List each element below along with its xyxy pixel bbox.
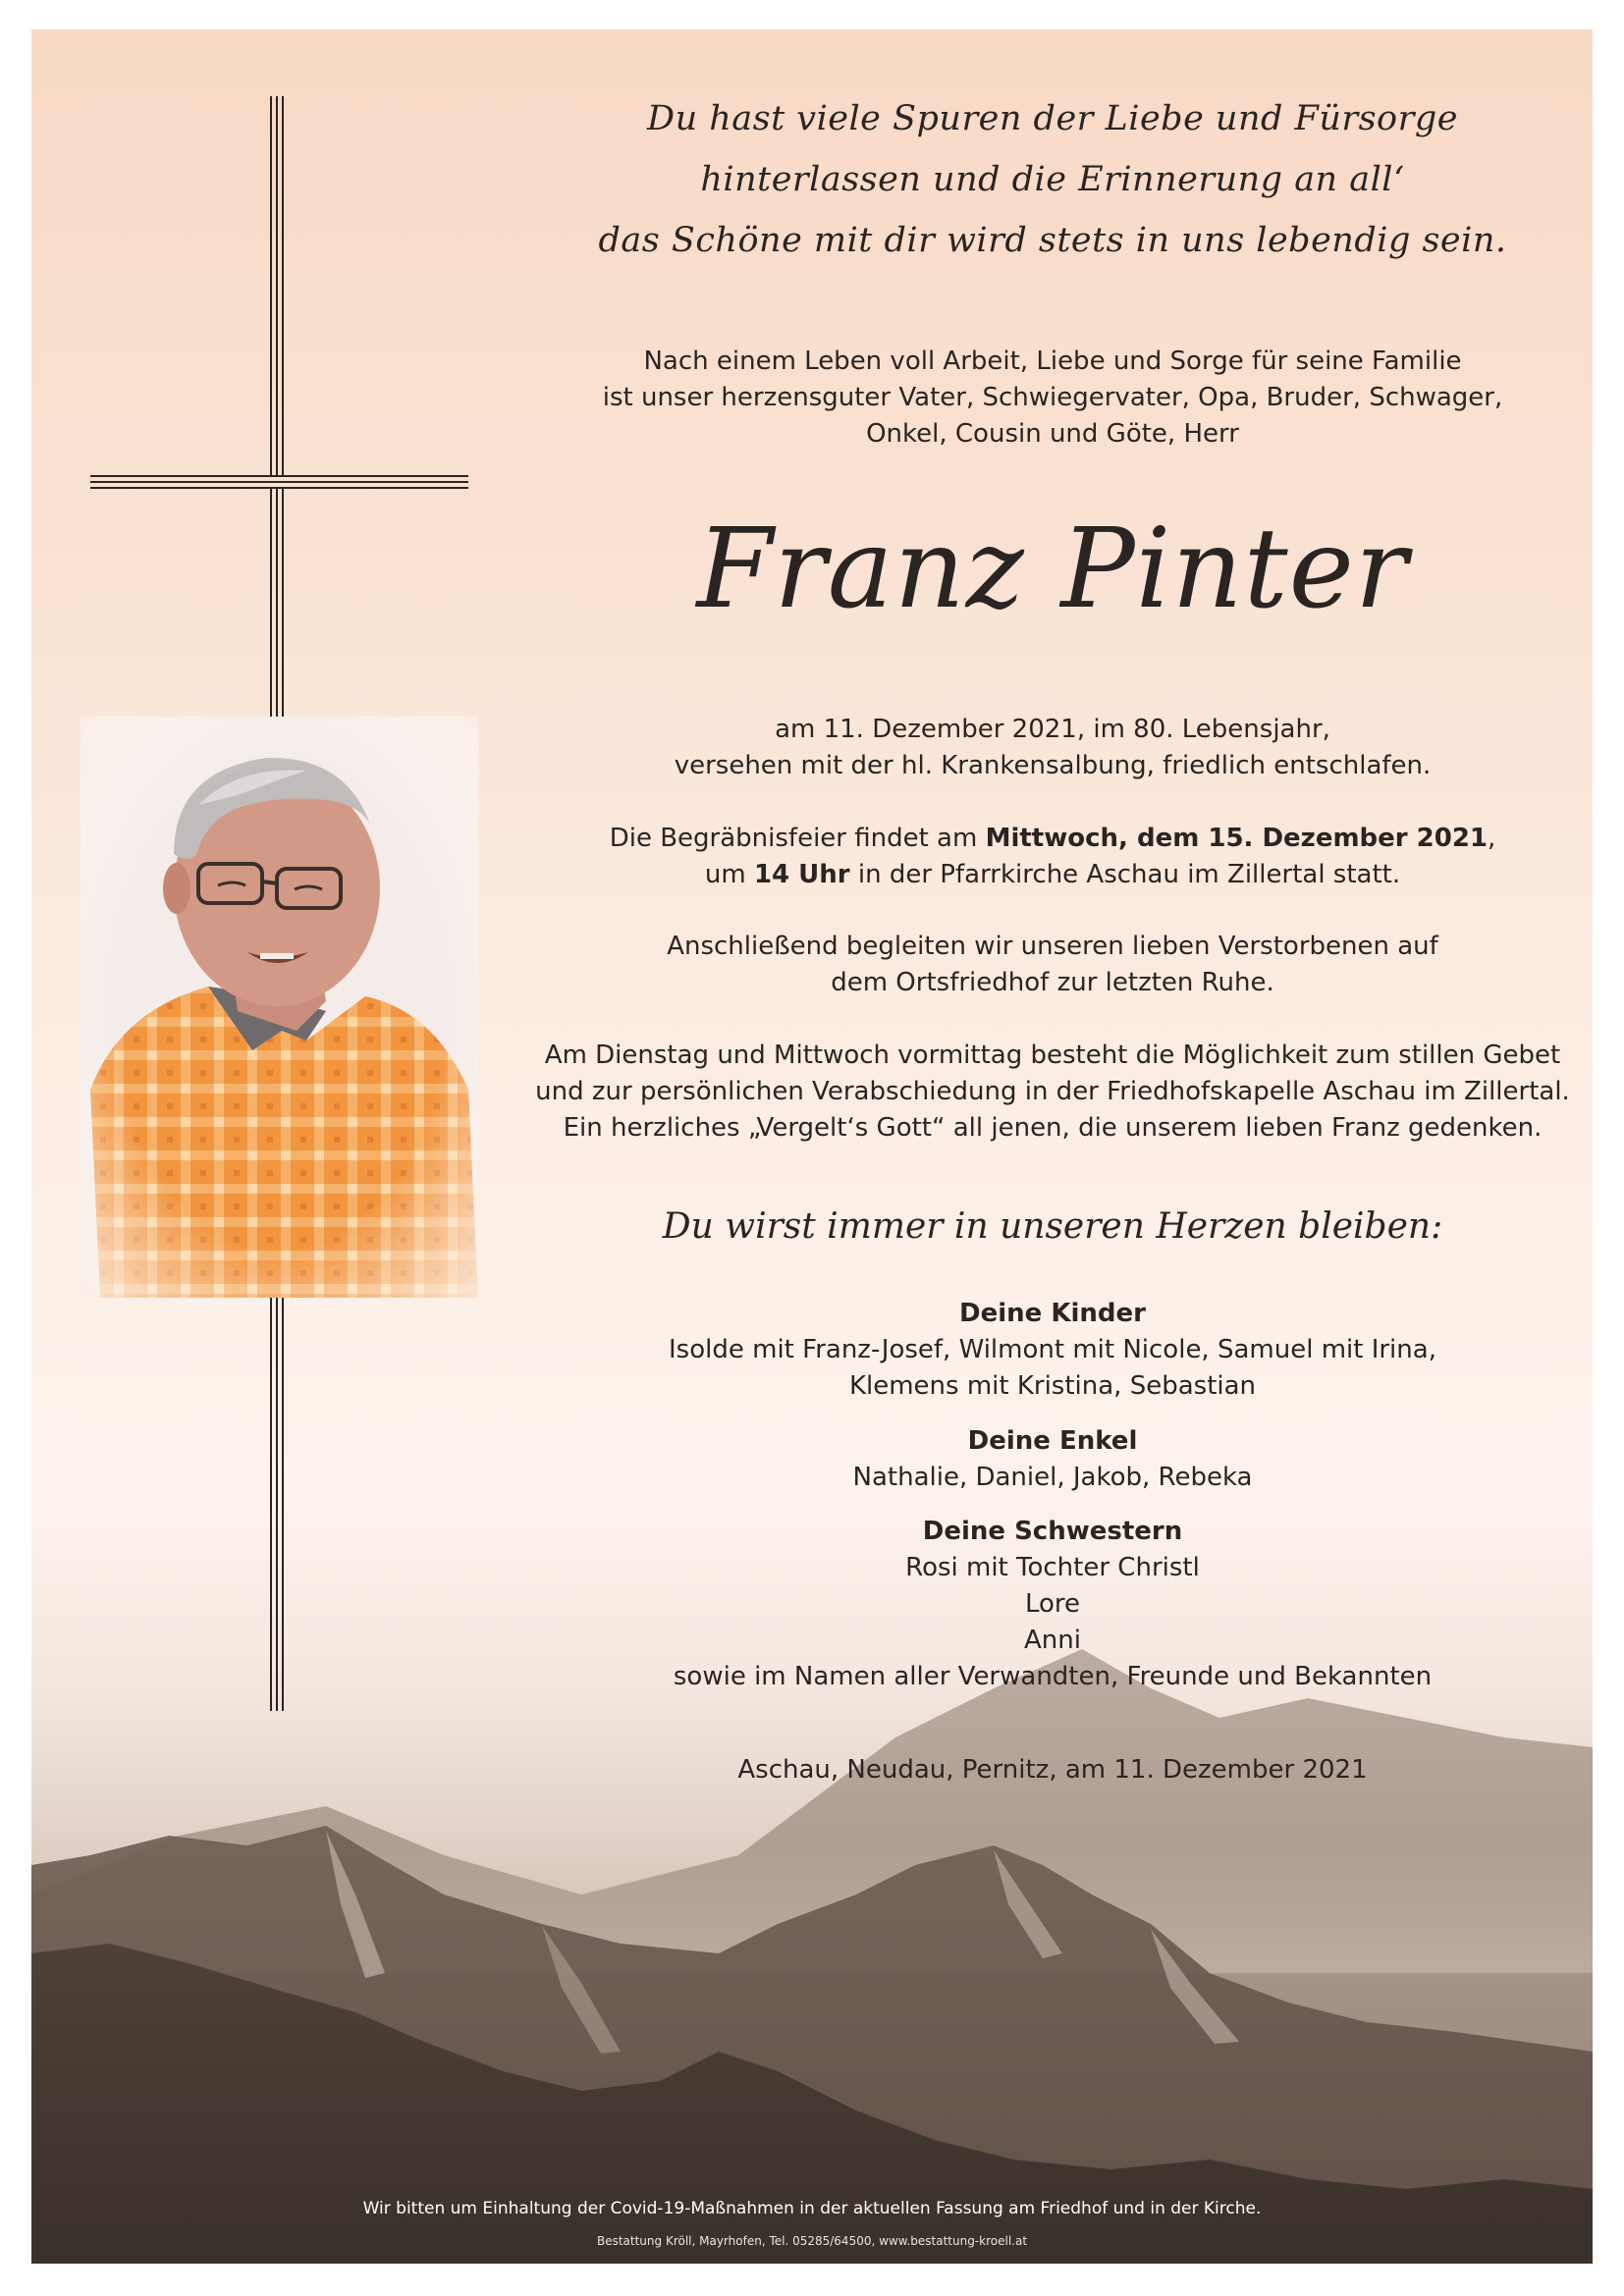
verse-line-2: hinterlassen und die Erinnerung an all‘ <box>700 160 1405 199</box>
grandchildren-line-1: Nathalie, Daniel, Jakob, Rebeka <box>852 1463 1253 1492</box>
children-line-1: Isolde mit Franz-Josef, Wilmont mit Nicole, Samuel mit Irina, <box>669 1335 1436 1364</box>
burial-line-2: dem Ortsfriedhof zur letzten Ruhe. <box>831 968 1274 997</box>
burial-info <box>522 929 1583 1001</box>
funeral-line2-pre: um <box>704 860 754 889</box>
sisters-heading: Deine Schwestern <box>922 1517 1183 1546</box>
intro-text <box>522 344 1583 453</box>
viewing-line-3: Ein herzliches „Vergelt‘s Gott“ all jenen, die unserem lieben Franz gedenken. <box>563 1113 1543 1143</box>
place-date: Aschau, Neudau, Pernitz, am 11. Dezember 2021 <box>737 1755 1368 1785</box>
funeral-pre: Die Begräbnisfeier findet am <box>609 824 986 853</box>
viewing-line-1: Am Dienstag und Mittwoch vormittag besteht die Möglichkeit zum stillen Gebet <box>544 1041 1561 1070</box>
sisters-line-3: Anni <box>1024 1626 1081 1655</box>
family-subheading: Du wirst immer in unseren Herzen bleiben: <box>662 1206 1443 1247</box>
sisters-block <box>522 1514 1583 1659</box>
cross-upper-beam <box>270 96 284 475</box>
grandchildren-heading: Deine Enkel <box>967 1426 1138 1456</box>
funeral-post: , <box>1488 824 1496 853</box>
children-line-2: Klemens mit Kristina, Sebastian <box>848 1371 1257 1401</box>
viewing-line-2: und zur persönlichen Verabschiedung in der Friedhofskapelle Aschau im Zillertal. <box>535 1077 1570 1106</box>
covid-notice: Wir bitten um Einhaltung der Covid-19-Maßnahmen in der aktuellen Fassung am Friedhof und in der Kirche. <box>362 2199 1262 2218</box>
obituary-card <box>31 29 1593 2264</box>
verse-line-3: das Schöne mit dir wird stets in uns lebendig sein. <box>598 221 1507 260</box>
closing-text: sowie im Namen aller Verwandten, Freunde und Bekannten <box>673 1662 1433 1691</box>
deceased-name: Franz Pinter <box>696 506 1409 633</box>
verse <box>522 88 1583 271</box>
intro-line-3: Onkel, Cousin und Göte, Herr <box>866 419 1239 449</box>
verse-line-1: Du hast viele Spuren der Liebe und Fürsorge <box>647 99 1458 138</box>
funeral-line-1 <box>522 821 1583 857</box>
cross-middle-beam <box>270 489 284 739</box>
sisters-line-1: Rosi mit Tochter Christl <box>905 1553 1200 1582</box>
intro-line-1: Nach einem Leben voll Arbeit, Liebe und Sorge für seine Familie <box>643 347 1462 376</box>
children-block <box>522 1296 1583 1405</box>
funeral-line2-post: in der Pfarrkirche Aschau im Zillertal statt. <box>849 860 1401 889</box>
sisters-line-2: Lore <box>1024 1589 1081 1619</box>
funeral-home-imprint: Bestattung Kröll, Mayrhofen, Tel. 05285/64500, www.bestattung-kroell.at <box>596 2234 1028 2248</box>
death-line-2: versehen mit der hl. Krankensalbung, friedlich entschlafen. <box>674 751 1432 780</box>
viewing-info <box>522 1038 1583 1147</box>
death-line-1: am 11. Dezember 2021, im 80. Lebensjahr, <box>775 715 1330 744</box>
intro-line-2: ist unser herzensguter Vater, Schwiegervater, Opa, Bruder, Schwager, <box>602 383 1503 412</box>
portrait-photo <box>81 717 478 1298</box>
cross-lower-beam <box>270 1274 284 1711</box>
children-heading: Deine Kinder <box>959 1299 1146 1328</box>
death-notice <box>522 712 1583 784</box>
grandchildren-block <box>522 1423 1583 1496</box>
funeral-time: 14 Uhr <box>753 860 850 889</box>
funeral-line-2 <box>522 857 1583 893</box>
funeral-info <box>522 821 1583 893</box>
burial-line-1: Anschließend begleiten wir unseren lieben Verstorbenen auf <box>667 932 1438 961</box>
cross-crossbeam <box>90 475 468 489</box>
funeral-date: Mittwoch, dem 15. Dezember 2021 <box>985 824 1489 853</box>
